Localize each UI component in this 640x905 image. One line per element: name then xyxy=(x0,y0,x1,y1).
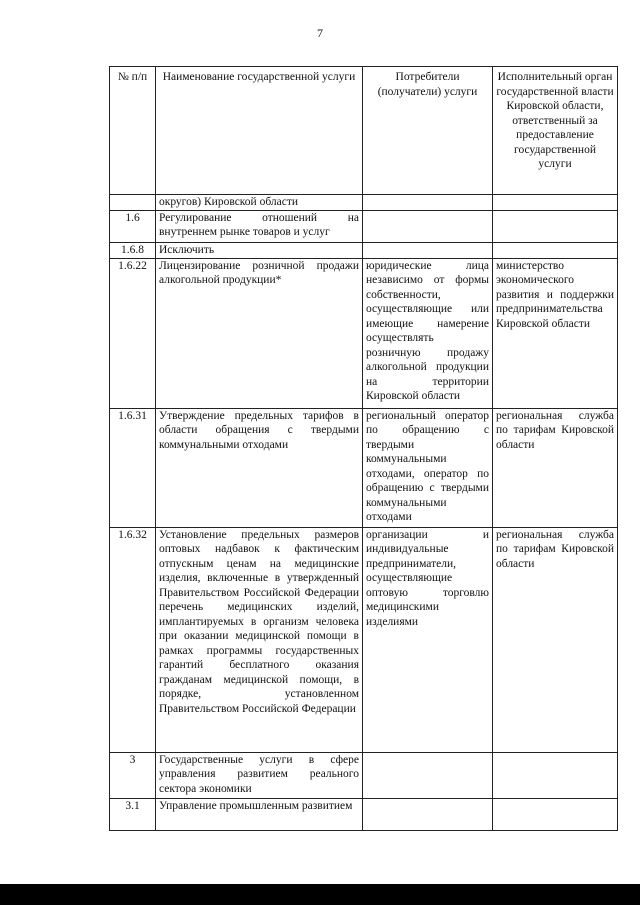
cell-service-name: Лицензирование розничной продажи алкогольной продукции* xyxy=(156,258,363,408)
cell-num: 3 xyxy=(110,752,156,798)
cell-authority xyxy=(493,210,618,242)
cell-consumers xyxy=(363,210,493,242)
cell-service-name: Утверждение предельных тарифов в области обращения с твердыми коммунальными отходами xyxy=(156,408,363,527)
services-table xyxy=(109,66,618,831)
table-row xyxy=(110,798,618,830)
cell-authority: региональная служба по тарифам Кировской области xyxy=(493,527,618,752)
table-row xyxy=(110,752,618,798)
cell-authority xyxy=(493,242,618,258)
table-row xyxy=(110,210,618,242)
table-row xyxy=(110,242,618,258)
cell-continuation-text: округов) Кировской области xyxy=(156,195,363,211)
header-consumers: Потребители (получатели) услуги xyxy=(363,67,493,195)
cell-consumers: организации и индивидуальные предприниматели, осуществляющие оптовую торговлю медицинскими изделиями xyxy=(363,527,493,752)
table-row xyxy=(110,258,618,408)
cell-consumers: региональный оператор по обращению с твердыми коммунальными отходами, оператор по обращению с твердыми коммунальными отходами xyxy=(363,408,493,527)
header-service-name: Наименование государственной услуги xyxy=(156,67,363,195)
cell-num xyxy=(110,195,156,211)
header-num: № п/п xyxy=(110,67,156,195)
scan-edge-bar xyxy=(0,884,640,905)
cell-consumers xyxy=(363,798,493,830)
cell-num: 1.6.8 xyxy=(110,242,156,258)
continuation-row xyxy=(110,195,618,211)
cell-authority xyxy=(493,752,618,798)
header-authority: Исполнительный орган государственной власти Кировской области, ответственный за предоставление государственной услуги xyxy=(493,67,618,195)
page-number: 7 xyxy=(317,26,323,40)
cell-service-name: Управление промышленным развитием xyxy=(156,798,363,830)
cell-authority xyxy=(493,195,618,211)
cell-service-name: Исключить xyxy=(156,242,363,258)
cell-num: 3.1 xyxy=(110,798,156,830)
cell-consumers xyxy=(363,752,493,798)
cell-num: 1.6 xyxy=(110,210,156,242)
cell-consumers xyxy=(363,195,493,211)
cell-authority xyxy=(493,798,618,830)
cell-service-name: Регулирование отношений на внутреннем рынке товаров и услуг xyxy=(156,210,363,242)
cell-authority: министерство экономического развития и поддержки предпринимательства Кировской области xyxy=(493,258,618,408)
cell-num: 1.6.22 xyxy=(110,258,156,408)
cell-num: 1.6.31 xyxy=(110,408,156,527)
table-row xyxy=(110,527,618,752)
cell-consumers xyxy=(363,242,493,258)
table-row xyxy=(110,408,618,527)
table-header-row xyxy=(110,67,618,195)
cell-num: 1.6.32 xyxy=(110,527,156,752)
cell-consumers: юридические лица независимо от формы собственности, осуществляющие или имеющие намерение осуществлять розничную продажу алкогольной продукции на территории Кировской области xyxy=(363,258,493,408)
cell-authority: региональная служба по тарифам Кировской области xyxy=(493,408,618,527)
cell-service-name: Установление предельных размеров оптовых надбавок к фактическим отпускным ценам на медицинские изделия, включенные в утвержденный Правительством Российской Федерации перечень медицинских изделий, имплантируемых в организм человека при оказании медицинской помощи в рамках программы государственных гарантий бесплатного оказания гражданам медицинской помощи, в порядке, установленном Правительством Российской Федерации xyxy=(156,527,363,752)
cell-service-name: Государственные услуги в сфере управления развитием реального сектора экономики xyxy=(156,752,363,798)
